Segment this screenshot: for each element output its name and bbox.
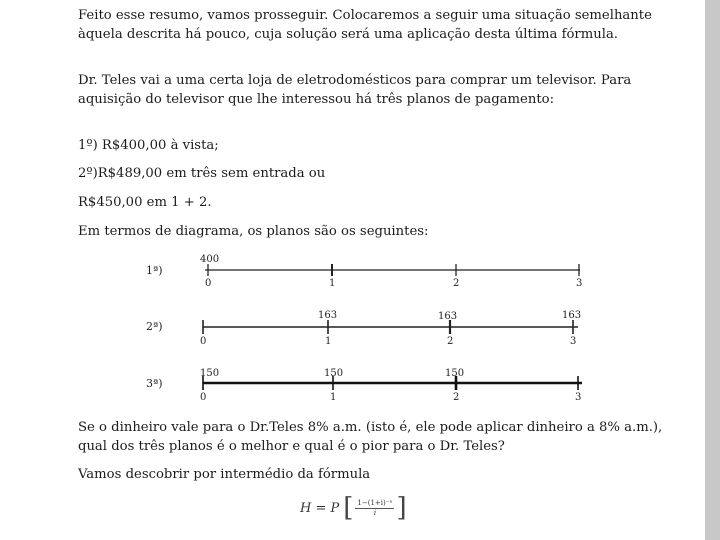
formula-denominator: i xyxy=(373,508,377,517)
diagram-3-period-3: 3 xyxy=(575,392,582,403)
diagram-3-value-1: 150 xyxy=(324,368,344,379)
diagram-2-period-1: 1 xyxy=(325,336,332,347)
plan-2-text: 2º)R$489,00 em três sem entrada ou xyxy=(78,166,326,181)
diagram-2-period-2: 2 xyxy=(447,336,454,347)
annuity-formula xyxy=(300,494,407,522)
question-paragraph: Se o dinheiro vale para o Dr.Teles 8% a.m. (isto é, ele pode aplicar dinheiro a 8% a.m.), qual dos três planos é o melhor e qual é o pior para o Dr. Teles? xyxy=(78,420,663,454)
diagram-2-period-0: 0 xyxy=(200,336,207,347)
diagram-2-label: 2ª) xyxy=(146,320,163,333)
diagram-3-period-0: 0 xyxy=(200,392,207,403)
diagram-plan-1 xyxy=(146,254,582,289)
diagram-1-period-0: 0 xyxy=(205,278,212,289)
diagram-1-label: 1ª) xyxy=(146,264,163,277)
diagram-3-value-0: 150 xyxy=(200,368,220,379)
diagram-3-label: 3ª) xyxy=(146,377,163,390)
diagram-2-value-1: 163 xyxy=(318,310,338,321)
formula-intro-text: Vamos descobrir por intermédio da fórmula xyxy=(78,467,371,482)
diagram-plan-2 xyxy=(146,310,581,347)
problem-paragraph: Dr. Teles vai a uma certa loja de eletrodomésticos para comprar um televisor. Para aquisição do televisor que lhe interessou há três planos de pagamento: xyxy=(78,73,632,107)
diagram-plan-3 xyxy=(146,368,582,403)
diagram-3-period-1: 1 xyxy=(330,392,337,403)
diagram-1-value-0: 400 xyxy=(200,254,220,265)
formula-numerator: 1−(1+i)⁻ⁿ xyxy=(357,498,393,507)
plan-1-text: 1º) R$400,00 à vista; xyxy=(78,138,219,153)
diagram-2-value-2: 163 xyxy=(438,311,458,322)
formula-right-bracket: ] xyxy=(396,493,407,523)
diagram-1-period-1: 1 xyxy=(329,278,336,289)
diagram-2-value-3: 163 xyxy=(562,310,582,321)
formula-left-bracket: [ xyxy=(343,493,354,523)
diagram-1-period-2: 2 xyxy=(453,278,460,289)
formula-fraction xyxy=(355,499,394,518)
diagram-1-period-3: 3 xyxy=(576,278,583,289)
diagram-3-period-2: 2 xyxy=(453,392,460,403)
plan-3-text: R$450,00 em 1 + 2. xyxy=(78,195,212,210)
diagram-intro-text: Em termos de diagrama, os planos são os seguintes: xyxy=(78,224,429,239)
intro-paragraph: Feito esse resumo, vamos prosseguir. Colocaremos a seguir uma situação semelhante àquela descrita há pouco, cuja solução será uma aplicação desta última fórmula. xyxy=(78,8,652,42)
diagram-2-period-3: 3 xyxy=(570,336,577,347)
diagram-3-value-2: 150 xyxy=(445,368,465,379)
cash-flow-diagrams xyxy=(0,250,720,410)
formula-lhs: H = P xyxy=(300,500,340,516)
